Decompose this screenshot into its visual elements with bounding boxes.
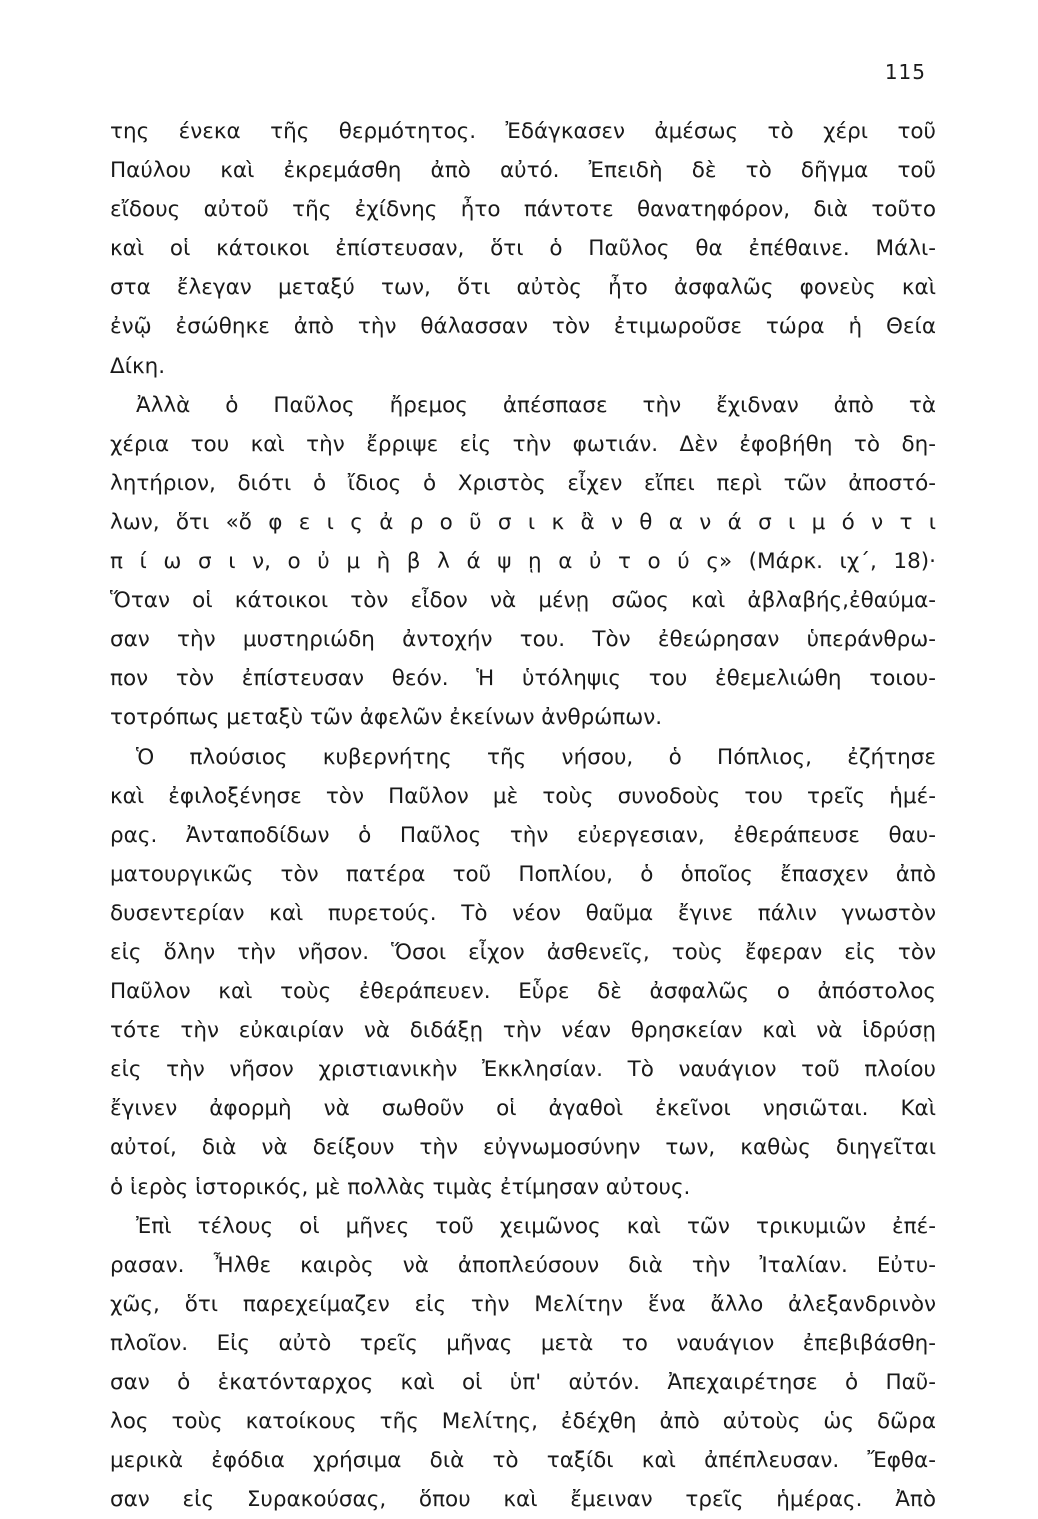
text-line: εἰς τὴν νῆσον χριστιανικὴν Ἐκκλησίαν. Τὸ ναυάγιον τοῦ πλοίου xyxy=(110,1057,936,1083)
text-line: Δίκη. xyxy=(110,353,166,379)
text-line: ρας. Ἀνταποδίδων ὁ Παῦλος τὴν εὐεργεσιαν, ἐθεράπευσε θαυ- xyxy=(110,822,936,848)
text-line: τοτρόπως μεταξὺ τῶν ἀφελῶν ἐκείνων ἀνθρώπων. xyxy=(110,705,663,731)
text-line: δυσεντερίαν καὶ πυρετούς. Τὸ νέον θαῦμα ἔγινε πάλιν γνωστὸν xyxy=(110,900,936,926)
text-line: Ἀλλὰ ὁ Παῦλος ἤρεμος ἀπέσπασε τὴν ἔχιδναν ἀπὸ τὰ xyxy=(136,392,936,418)
text-line: μερικὰ ἐφόδια χρήσιμα διὰ τὸ ταξίδι καὶ ἀπέπλευσαν. Ἔφθα- xyxy=(110,1448,936,1474)
text-line: καὶ οἱ κάτοικοι ἐπίστευσαν, ὅτι ὁ Παῦλος θα ἐπέθαινε. Μάλι- xyxy=(110,236,936,262)
text-line: λος τοὺς κατοίκους τῆς Μελίτης, ἐδέχθη ἀπὸ αὐτοὺς ὡς δῶρα xyxy=(110,1409,936,1435)
text-line: σαν εἰς Συρακούσας, ὅπου καὶ ἔμειναν τρεῖς ἡμέρας. Ἀπὸ xyxy=(110,1487,936,1513)
text-line: ἔγινεν ἀφορμὴ νὰ σωθοῦν οἱ ἀγαθοὶ ἐκεῖνοι νησιῶται. Καὶ xyxy=(110,1096,936,1122)
text-line: Ἐπὶ τέλους οἱ μῆνες τοῦ χειμῶνος καὶ τῶν τρικυμιῶν ἐπέ- xyxy=(136,1213,936,1239)
text-line: λητήριον, διότι ὁ ἴδιος ὁ Χριστὸς εἶχεν εἴπει περὶ τῶν ἀποστό- xyxy=(110,470,936,496)
text-line: Ὁ πλούσιος κυβερνήτης τῆς νήσου, ὁ Πόπλιος, ἐζήτησε xyxy=(136,744,936,770)
page-number: 115 xyxy=(884,60,926,84)
body-text xyxy=(110,112,936,1519)
text-line: πλοῖον. Εἰς αὐτὸ τρεῖς μῆνας μετὰ το ναυάγιον ἐπεβιβάσθη- xyxy=(110,1330,936,1356)
text-line: πον τὸν ἐπίστευσαν θεόν. Ἡ ὑτόληψις του ἐθεμελιώθη τοιου- xyxy=(110,666,936,692)
text-line: π ί ω σ ι ν, ο ὐ μ ὴ β λ ά ψ ῃ α ὐ τ ο ύ ς» (Μάρκ. ιχ΄, 18)· xyxy=(110,549,936,575)
text-line: στα ἔλεγαν μεταξύ των, ὅτι αὐτὸς ἦτο ἀσφαλῶς φονεὺς καὶ xyxy=(110,275,936,301)
text-line: ἐνῷ ἐσώθηκε ἀπὸ τὴν θάλασσαν τὸν ἐτιμωροῦσε τώρα ἡ Θεία xyxy=(110,314,936,340)
text-line: Παῦλον καὶ τοὺς ἐθεράπευεν. Εὗρε δὲ ἀσφαλῶς ο ἀπόστολος xyxy=(110,979,936,1005)
text-line: Ὅταν οἱ κάτοικοι τὸν εἶδον νὰ μένῃ σῶος καὶ ἀβλαβής,ἐθαύμα- xyxy=(110,588,936,614)
text-line: Παύλου καὶ ἐκρεμάσθη ἀπὸ αὐτό. Ἐπειδὴ δὲ τὸ δῆγμα τοῦ xyxy=(110,158,936,184)
text-line: τότε τὴν εὐκαιρίαν νὰ διδάξῃ τὴν νέαν θρησκείαν καὶ νὰ ἱδρύσῃ xyxy=(110,1018,936,1044)
text-line: λων, ὅτι «ὄ φ ε ι ς ἀ ρ ο ῦ σ ι κ ἂ ν θ α ν ά σ ι μ ό ν τ ι xyxy=(110,509,936,535)
text-line: σαν τὴν μυστηριώδη ἀντοχήν του. Τὸν ἐθεώρησαν ὑπεράνθρω- xyxy=(110,627,936,653)
text-line: αὐτοί, διὰ νὰ δείξουν τὴν εὐγνωμοσύνην των, καθὼς διηγεῖται xyxy=(110,1135,936,1161)
text-line: ματουργικῶς τὸν πατέρα τοῦ Ποπλίου, ὁ ὁποῖος ἔπασχεν ἀπὸ xyxy=(110,861,936,887)
text-line: ὁ ἱερὸς ἱστορικός, μὲ πολλὰς τιμὰς ἐτίμησαν αὐτους. xyxy=(110,1174,691,1200)
text-line: ρασαν. Ἦλθε καιρὸς νὰ ἀποπλεύσουν διὰ τὴν Ἰταλίαν. Εὐτυ- xyxy=(110,1252,936,1278)
text-line: χῶς, ὅτι παρεχείμαζεν εἰς τὴν Μελίτην ἕνα ἄλλο ἀλεξανδρινὸν xyxy=(110,1291,936,1317)
text-line: σαν ὁ ἑκατόνταρχος καὶ οἱ ὑπ' αὐτόν. Ἀπεχαιρέτησε ὁ Παῦ- xyxy=(110,1370,936,1395)
text-line: εἰς ὅλην τὴν νῆσον. Ὅσοι εἶχον ἀσθενεῖς, τοὺς ἔφεραν εἰς τὸν xyxy=(110,939,936,965)
text-line: εἴδους αὐτοῦ τῆς ἐχίδνης ἦτο πάντοτε θανατηφόρον, διὰ τοῦτο xyxy=(110,197,936,223)
text-line: της ένεκα τῆς θερμότητος. Ἐδάγκασεν ἀμέσως τὸ χέρι τοῦ xyxy=(110,119,936,144)
text-line: καὶ ἐφιλοξένησε τὸν Παῦλον μὲ τοὺς συνοδοὺς του τρεῖς ἡμέ- xyxy=(110,783,936,809)
text-line: χέρια του καὶ τὴν ἔρριψε εἰς τὴν φωτιάν. Δὲν ἐφοβήθη τὸ δη- xyxy=(110,431,936,457)
